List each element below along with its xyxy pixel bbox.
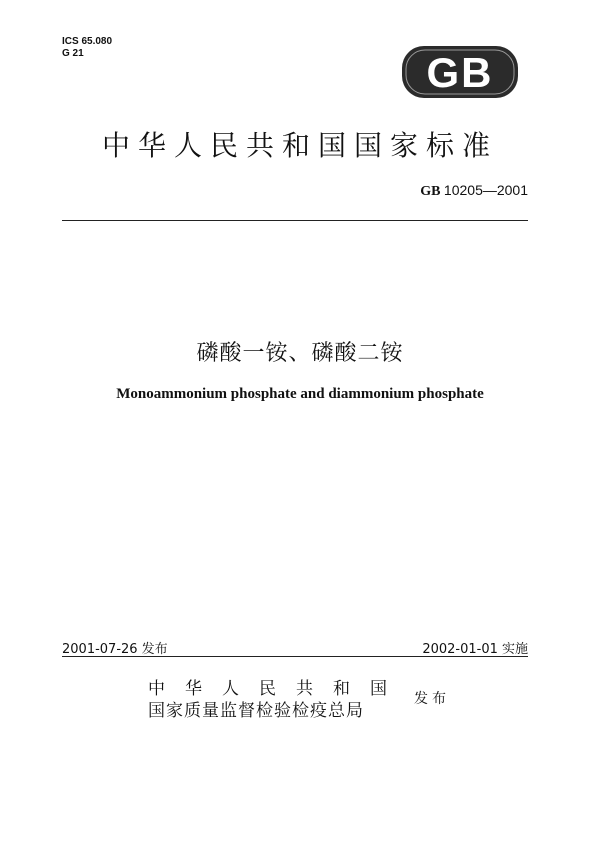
top-divider bbox=[62, 220, 528, 221]
issuer-line-2: 国家质量监督检验检疫总局 bbox=[148, 701, 364, 721]
standard-code: 10205—2001 bbox=[443, 182, 528, 198]
issuer-line-1: 中华人民共和国 bbox=[148, 679, 407, 699]
bottom-divider bbox=[62, 656, 528, 657]
ccs-code: G 21 bbox=[62, 48, 84, 59]
standard-number bbox=[420, 182, 528, 200]
standard-prefix: GB bbox=[420, 184, 441, 199]
logo-text: GB bbox=[426, 49, 494, 96]
classification-codes bbox=[62, 36, 112, 60]
document-category-title: 中华人民共和国国家标准 bbox=[101, 129, 498, 162]
publish-label: 发布 bbox=[414, 691, 450, 707]
implement-date: 2002-01-01 实施 bbox=[422, 642, 528, 657]
ics-code: ICS 65.080 bbox=[62, 36, 113, 47]
product-name-en: Monoammonium phosphate and diammonium phosphate bbox=[116, 386, 484, 402]
product-name-cn: 磷酸一铵、磷酸二铵 bbox=[196, 341, 404, 366]
issuing-authority bbox=[148, 678, 407, 722]
gb-logo bbox=[400, 44, 520, 100]
issue-date: 2001-07-26 发布 bbox=[62, 642, 168, 657]
